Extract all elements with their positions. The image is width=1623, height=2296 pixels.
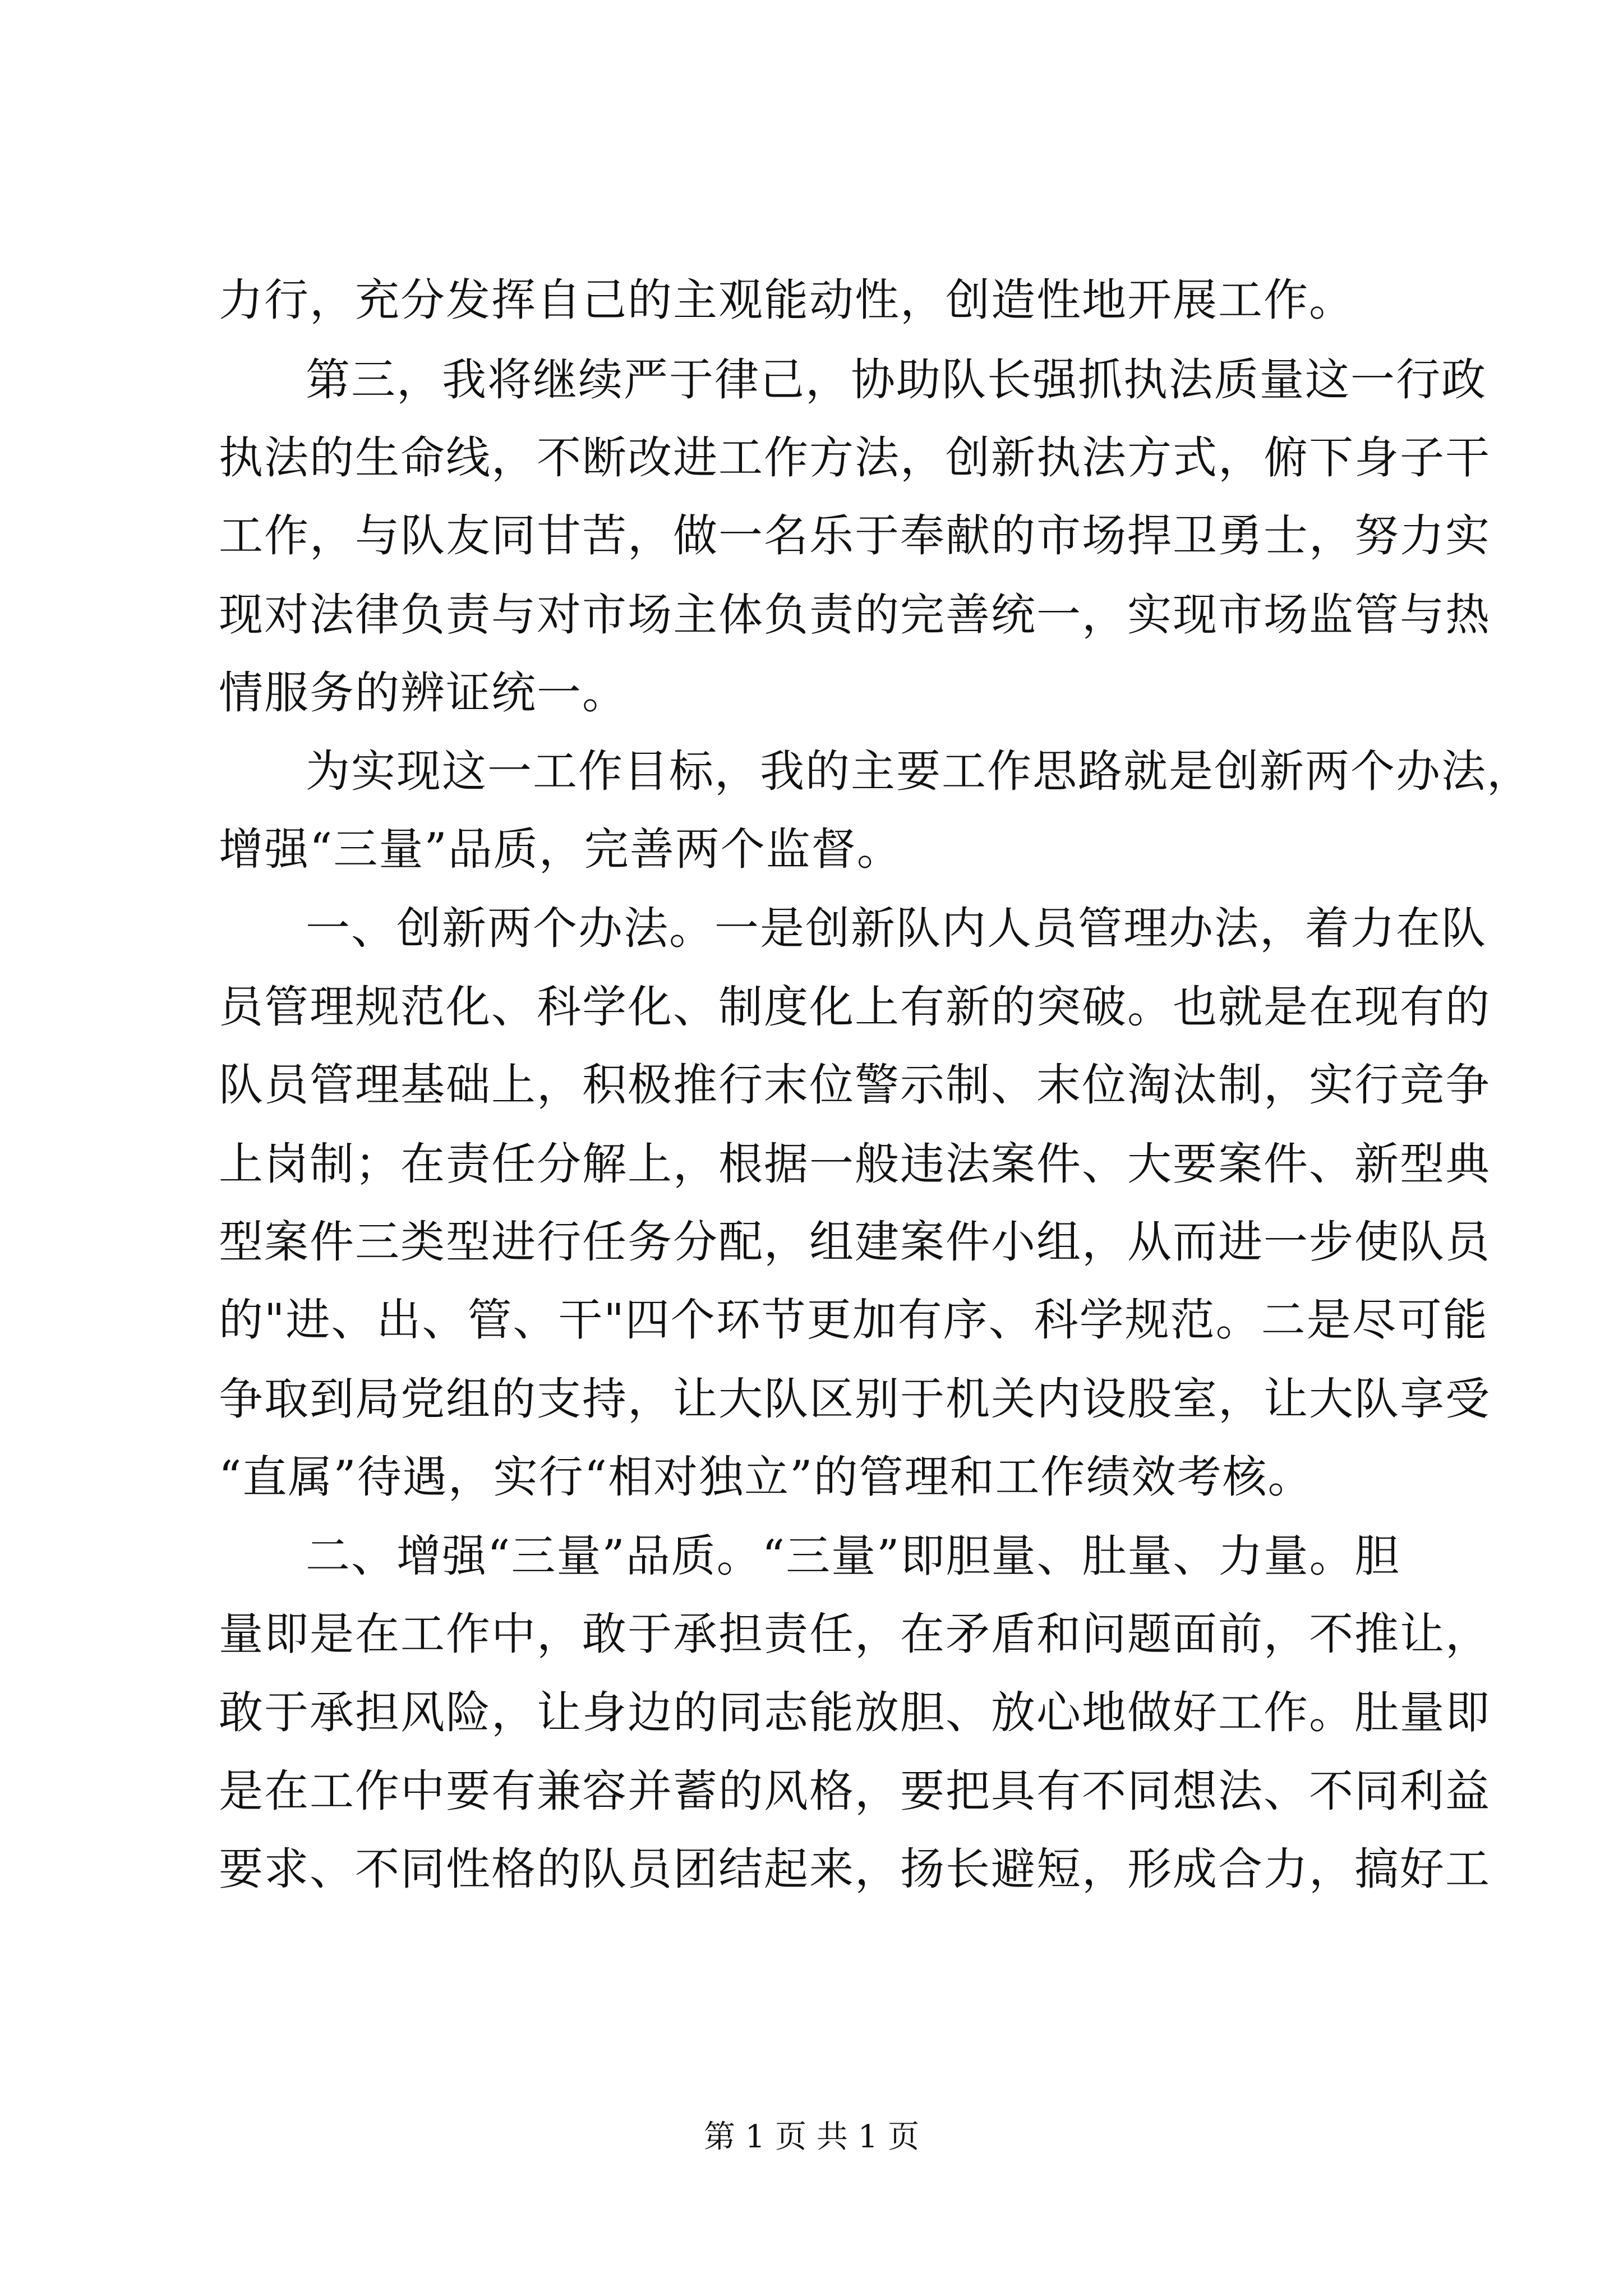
page-footer: 第 1 页 共 1 页 — [703, 2119, 920, 2155]
body-line-20: 是在工作中要有兼容并蓄的风格，要把具有不同想法、不同利益 — [219, 1765, 1491, 1817]
body-line-2: 第三，我将继续严于律己，协助队长强抓执法质量这一行政 — [306, 354, 1487, 406]
body-line-9: 一、创新两个办法。一是创新队内人员管理办法，着力在队 — [306, 903, 1487, 954]
body-line-7: 为实现这一工作目标，我的主要工作思路就是创新两个办法， — [306, 746, 1532, 797]
body-line-6: 情服务的辨证统一。 — [219, 667, 628, 719]
body-line-19: 敢于承担风险，让身边的同志能放胆、放心地做好工作。肚量即 — [219, 1687, 1491, 1738]
body-line-8: 增强“三量”品质，完善两个监督。 — [219, 823, 902, 875]
body-line-3: 执法的生命线，不断改进工作方法，创新执法方式，俯下身子干 — [219, 432, 1491, 484]
body-line-17: 二、增强“三量”品质。“三量”即胆量、肚量、力量。胆 — [306, 1530, 1400, 1582]
body-line-13: 型案件三类型进行任务分配，组建案件小组，从而进一步使队员 — [219, 1216, 1491, 1268]
body-line-14: 的"进、出、管、干"四个环节更加有序、科学规范。二是尽可能 — [219, 1294, 1488, 1346]
body-line-10: 员管理规范化、科学化、制度化上有新的突破。也就是在现有的 — [219, 981, 1491, 1033]
body-line-1: 力行，充分发挥自己的主观能动性，创造性地开展工作。 — [219, 274, 1354, 326]
body-line-12: 上岗制；在责任分解上，根据一般违法案件、大要案件、新型典 — [219, 1138, 1491, 1190]
body-line-21: 要求、不同性格的队员团结起来，扬长避短，形成合力，搞好工 — [219, 1843, 1491, 1895]
body-line-4: 工作，与队友同甘苦，做一名乐于奉献的市场捍卫勇士，努力实 — [219, 510, 1491, 562]
body-line-18: 量即是在工作中，敢于承担责任，在矛盾和问题面前，不推让， — [219, 1608, 1491, 1660]
body-line-11: 队员管理基础上，积极推行末位警示制、末位淘汰制，实行竞争 — [219, 1059, 1491, 1111]
body-line-15: 争取到局党组的支持，让大队区别于机关内设股室，让大队享受 — [219, 1373, 1491, 1425]
body-line-5: 现对法律负责与对市场主体负责的完善统一，实现市场监管与热 — [219, 589, 1491, 641]
body-line-16: “直属”待遇，实行“相对独立”的管理和工作绩效考核。 — [219, 1451, 1313, 1503]
